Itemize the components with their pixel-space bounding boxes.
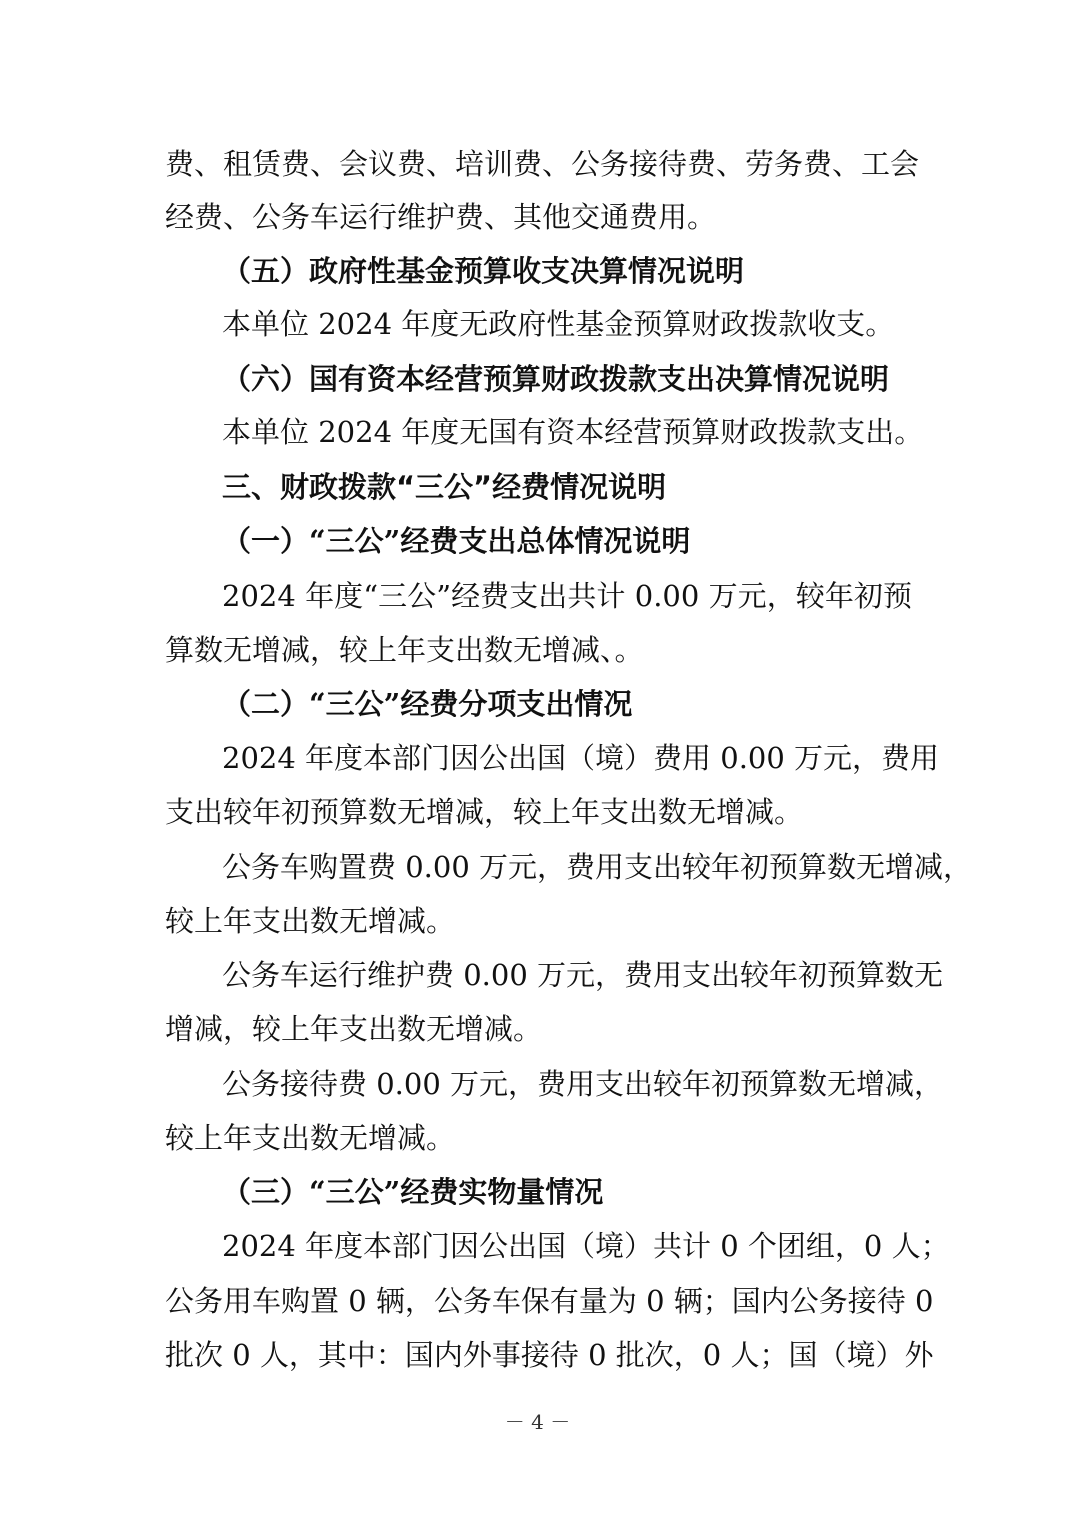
body-line: 2024 年度本部门因公出国（境）共计 0 个团组，0 人； — [222, 1229, 950, 1263]
body-line: 2024 年度“三公”经费支出共计 0.00 万元，较年初预 — [222, 579, 912, 613]
body-line: 费、租赁费、会议费、培训费、公务接待费、劳务费、工会 — [165, 147, 920, 181]
body-line: 较上年支出数无增减。 — [165, 1121, 456, 1155]
body-line: 支出较年初预算数无增减，较上年支出数无增减。 — [165, 795, 804, 829]
body-line: 批次 0 人，其中：国内外事接待 0 批次，0 人；国（境）外 — [165, 1338, 934, 1372]
body-line: 公务接待费 0.00 万元，费用支出较年初预算数无增减， — [222, 1067, 944, 1101]
body-line: 增减，较上年支出数无增减。 — [165, 1012, 543, 1046]
subsection-heading-3-1: （一）“三公”经费支出总体情况说明 — [222, 524, 691, 558]
body-line: 本单位 2024 年度无国有资本经营预算财政拨款支出。 — [222, 415, 924, 449]
subsection-heading-3-2: （二）“三公”经费分项支出情况 — [222, 687, 633, 721]
body-line: 本单位 2024 年度无政府性基金预算财政拨款收支。 — [222, 307, 895, 341]
section-heading-3: 三、财政拨款“三公”经费情况说明 — [222, 470, 667, 504]
subsection-heading-5: （五）政府性基金预算收支决算情况说明 — [222, 254, 745, 288]
body-line: 较上年支出数无增减。 — [165, 904, 456, 938]
body-line: 公务用车购置 0 辆，公务车保有量为 0 辆；国内公务接待 0 — [165, 1284, 934, 1318]
subsection-heading-3-3: （三）“三公”经费实物量情况 — [222, 1175, 604, 1209]
body-line: 公务车运行维护费 0.00 万元，费用支出较年初预算数无 — [222, 958, 944, 992]
body-line: 算数无增减，较上年支出数无增减、。 — [165, 633, 644, 667]
body-line: 公务车购置费 0.00 万元，费用支出较年初预算数无增减， — [222, 850, 973, 884]
subsection-heading-6: （六）国有资本经营预算财政拨款支出决算情况说明 — [222, 362, 890, 396]
page-number: － 4 － — [504, 1410, 571, 1434]
body-line: 经费、公务车运行维护费、其他交通费用。 — [165, 200, 717, 234]
body-line: 2024 年度本部门因公出国（境）费用 0.00 万元，费用 — [222, 741, 940, 775]
